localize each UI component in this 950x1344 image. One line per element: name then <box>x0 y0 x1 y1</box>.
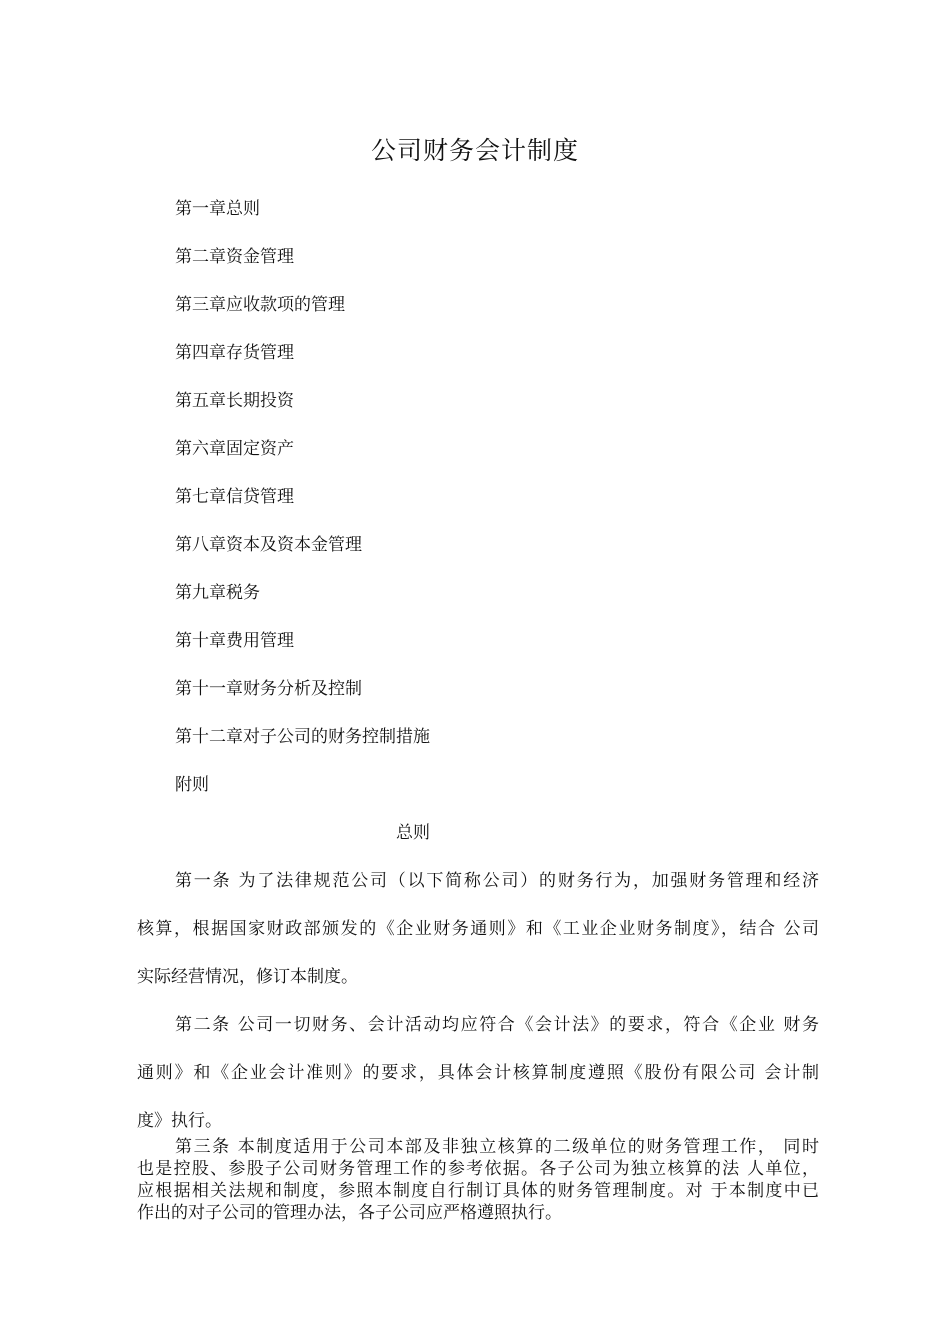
paragraph-line: 实际经营情况，修订本制度。 <box>137 967 358 987</box>
toc-item: 第一章总则 <box>175 199 260 219</box>
paragraph-line: 应根据相关法规和制度，参照本制度自行制订具体的财务管理制度。对 于本制度中已 <box>137 1181 819 1201</box>
article-paragraph <box>137 868 819 1012</box>
article-paragraph <box>137 1136 819 1224</box>
toc-item: 第十二章对子公司的财务控制措施 <box>175 727 430 747</box>
toc-item: 第九章税务 <box>175 583 260 603</box>
paragraph-line: 第一条 为了法律规范公司（以下简称公司）的财务行为，加强财务管理和经济 <box>175 871 819 891</box>
paragraph-line: 作出的对子公司的管理办法，各子公司应严格遵照执行。 <box>137 1203 562 1223</box>
toc-item: 第十一章财务分析及控制 <box>175 679 362 699</box>
toc-item: 第十章费用管理 <box>175 631 294 651</box>
toc-item: 第五章长期投资 <box>175 391 294 411</box>
toc-item: 第七章信贷管理 <box>175 487 294 507</box>
toc-item: 附则 <box>175 775 209 795</box>
toc-item: 第六章固定资产 <box>175 439 294 459</box>
paragraph-line: 度》执行。 <box>137 1111 222 1131</box>
toc-item: 第四章存货管理 <box>175 343 294 363</box>
section-heading: 总则 <box>396 823 430 843</box>
paragraph-line: 核算，根据国家财政部颁发的《企业财务通则》和《工业企业财务制度》，结合 公司 <box>137 919 819 939</box>
toc-item: 第二章资金管理 <box>175 247 294 267</box>
paragraph-line: 也是控股、参股子公司财务管理工作的参考依据。各子公司为独立核算的法 人单位， <box>137 1159 819 1179</box>
toc-item: 第八章资本及资本金管理 <box>175 535 362 555</box>
paragraph-line: 第二条 公司一切财务、会计活动均应符合《会计法》的要求，符合《企业 财务 <box>175 1015 819 1035</box>
toc-item: 第三章应收款项的管理 <box>175 295 345 315</box>
document-title: 公司财务会计制度 <box>370 136 579 165</box>
paragraph-line: 通则》和《企业会计准则》的要求，具体会计核算制度遵照《股份有限公司 会计制 <box>137 1063 819 1083</box>
article-paragraph <box>137 1012 819 1156</box>
paragraph-line: 第三条 本制度适用于公司本部及非独立核算的二级单位的财务管理工作， 同时 <box>175 1137 819 1157</box>
table-of-contents <box>175 196 430 820</box>
